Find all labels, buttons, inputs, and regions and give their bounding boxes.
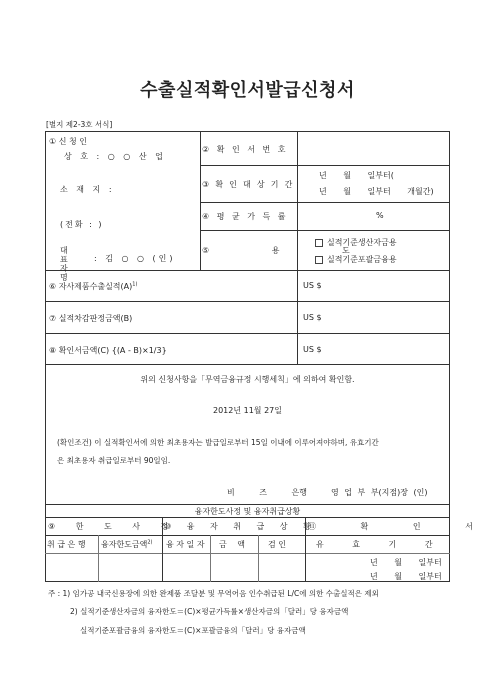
sub-amount: 금 액 <box>219 540 245 549</box>
row8-unit: US $ <box>303 345 322 354</box>
row7-unit: US $ <box>303 313 322 322</box>
company-label: 상 호 : ○ ○ 산 업 <box>64 152 166 161</box>
row8-label: ⑧ 확인서금액(C) {(A - B)×1/3} <box>49 346 167 355</box>
period-label: ③ 확 인 대 상 기 간 <box>202 180 295 189</box>
row-line-loan-title <box>45 504 450 505</box>
row-line-8 <box>45 333 450 334</box>
sub-limit-amount-text: 융자한도금액 <box>101 540 148 549</box>
applicant-header: ① 신 청 인 <box>49 137 87 146</box>
row-line-statement <box>45 364 450 365</box>
condition-line-1: (확인조건) 이 실적확인서에 의한 최초용자는 발급일로부터 15일 이내에 이루어져야하며, 유효기간 <box>57 438 379 447</box>
page-title: 수출실적확인서발급신청서 <box>140 80 355 101</box>
sub-footnote-ref: 2) <box>147 539 153 546</box>
sub-validity: 유 효 기 간 <box>316 540 433 549</box>
sub-loan-date: 융 자 일 자 <box>166 540 205 549</box>
row6-label <box>49 281 137 292</box>
checkbox-icon[interactable] <box>315 256 323 264</box>
purpose-option-2[interactable] <box>315 254 397 265</box>
representative-value: : 김 ○ ○ (인) <box>94 254 176 263</box>
address-label: 소 재 지 : <box>60 185 115 194</box>
row7-label: ⑦ 실적차감판정금액(B) <box>49 314 133 323</box>
sub-bank: 취 급 은 행 <box>47 540 86 549</box>
loan-sub-line-a <box>98 535 99 582</box>
period-line-1: 년 월 일부터( <box>319 171 394 180</box>
phone-label: (전화 : ) <box>60 220 104 229</box>
row-line-loan-mid <box>45 553 450 554</box>
note-1: 주 : 1) 임가공 내국신용장에 의한 완제품 조달분 및 무역어음 인수취급된 L/C에 의한 수출실적은 제외 <box>48 589 379 598</box>
purpose-option-2-label: 실적기준포괄금융용 <box>327 255 397 264</box>
col-certificate: ⑪ 확 인 서 <box>308 522 473 531</box>
row-line-4 <box>200 230 450 231</box>
avg-rate-label: ④ 평 균 가 득 률 <box>202 212 289 221</box>
validity-row-2: 년 월 일부터 <box>370 572 442 581</box>
period-line-2: 년 월 일부터 개월간) <box>319 187 434 196</box>
note-2: 2) 실적기준생산자금의 융자한도＝(C)×평균가득률×생산자금의「달러」당 융자금액 <box>70 607 349 616</box>
representative-label: 대 표 자 명 <box>60 246 69 282</box>
purpose-option-1[interactable] <box>315 237 397 248</box>
row-line-loan-sub <box>45 535 450 536</box>
row-line-loan-head <box>45 517 450 518</box>
avg-rate-unit: % <box>376 211 384 220</box>
confirmation-statement: 위의 신청사항을「무역금융규정 시행세칙」에 의하여 확인함. <box>140 375 355 384</box>
branch-manager: 영 업 부 부(지점)장 (인) <box>331 488 428 497</box>
loan-sub-line-c <box>258 535 259 582</box>
col-limit-assessment: ⑨ 한 도 사 정 <box>48 522 169 531</box>
condition-line-2: 은 최초용자 취급일로부터 90일임. <box>57 456 171 465</box>
divider-applicant <box>200 131 201 270</box>
row-line-3 <box>200 202 450 203</box>
sub-inspection: 검 인 <box>268 540 286 549</box>
sub-limit-amount <box>101 539 153 550</box>
row6-footnote-ref: 1) <box>132 281 138 288</box>
col-loan-status: ⑩ 융 자 취 급 상 황 <box>164 522 311 531</box>
loan-section-title: 융자한도사정 및 융자취급상황 <box>194 507 301 516</box>
row6-label-text: ⑥ 자사제품수출실적(A) <box>49 282 133 291</box>
row-line-7 <box>45 301 450 302</box>
purpose-label: ⑤ 용 도 <box>202 246 350 255</box>
issuing-bank: 비 즈 은행 <box>227 488 307 497</box>
row6-unit: US $ <box>303 281 322 290</box>
form-number: [별지 제2-3호 서식] <box>46 120 113 129</box>
checkbox-icon[interactable] <box>315 239 323 247</box>
purpose-option-1-label: 실적기준생산자금용 <box>327 238 397 247</box>
issue-date: 2012년 11월 27일 <box>213 406 282 415</box>
validity-row-1: 년 월 일부터 <box>370 558 442 567</box>
row-line-2 <box>200 165 450 166</box>
row-line-6 <box>45 270 450 271</box>
confirm-no-label: ② 확 인 서 번 호 <box>202 145 289 154</box>
loan-sub-line-b <box>210 535 211 582</box>
note-3: 실적기준포괄금융의 융자한도＝(C)×포괄금융의「달러」당 융자금액 <box>80 626 306 635</box>
